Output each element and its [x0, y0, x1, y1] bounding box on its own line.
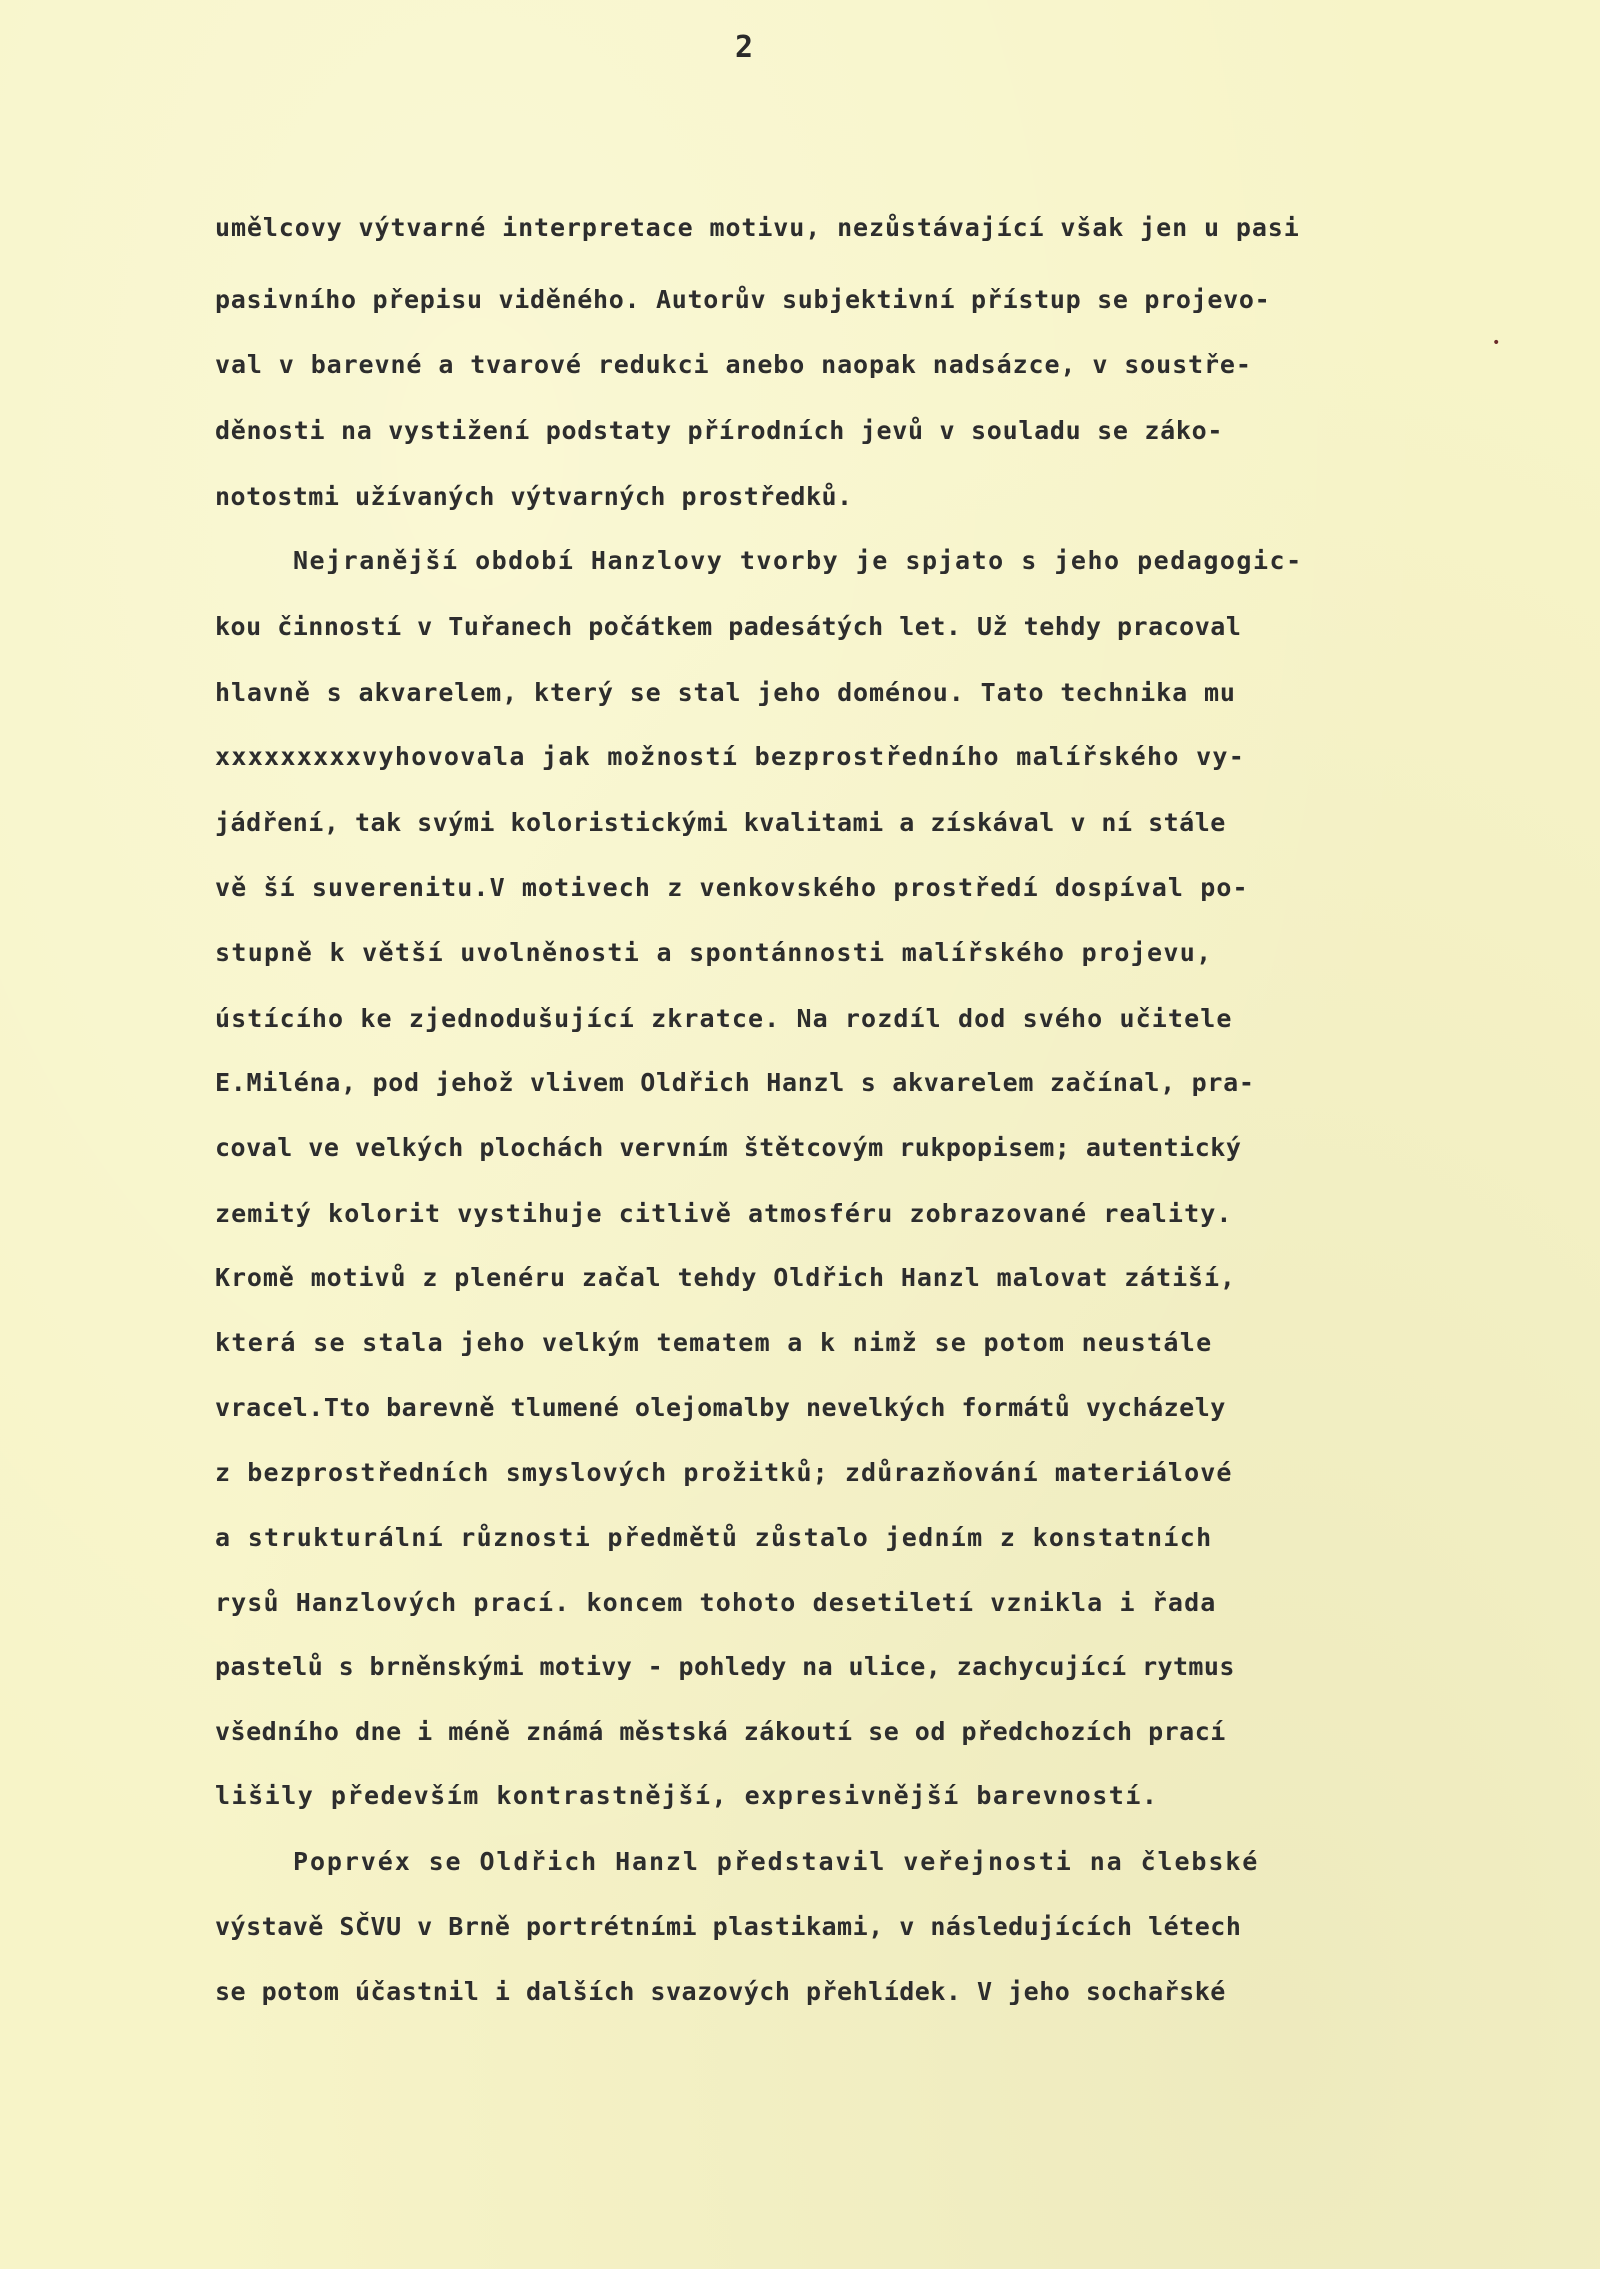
text-line: E.Miléna, pod jehož vlivem Oldřich Hanzl s akvarelem začínal, pra- — [215, 1068, 1255, 1097]
text-line: lišily především kontrastnější, expresivnější barevností. — [215, 1781, 1159, 1810]
ink-mark: • — [1492, 335, 1501, 351]
text-line: pastelů s brněnskými motivy - pohledy na ulice, zachycující rytmus — [215, 1652, 1235, 1681]
text-line: pasivního přepisu viděného. Autorův subjektivní přístup se projevo- — [215, 285, 1271, 314]
text-line: coval ve velkých plochách vervním štětcovým rukpopisem; autentický — [215, 1133, 1242, 1162]
text-line: kou činností v Tuřanech počátkem padesátých let. Už tehdy pracoval — [215, 612, 1242, 641]
text-line: stupně k větší uvolněnosti a spontánnosti malířského projevu, — [215, 938, 1213, 967]
text-line: umělcovy výtvarné interpretace motivu, nezůstávající však jen u pasi — [215, 213, 1300, 242]
text-line: ústícího ke zjednodušující zkratce. Na rozdíl dod svého učitele — [215, 1004, 1233, 1033]
text-line: výstavě SČVU v Brně portrétními plastikami, v následujících létech — [215, 1912, 1242, 1941]
text-line: rysů Hanzlových prací. koncem tohoto desetiletí vznikla i řada — [215, 1588, 1217, 1617]
text-line: notostmi užívaných výtvarných prostředků. — [215, 482, 853, 511]
text-line: se potom účastnil i dalších svazových přehlídek. V jeho sochařské — [215, 1977, 1226, 2006]
text-line: zemitý kolorit vystihuje citlivě atmosféru zobrazované reality. — [215, 1199, 1233, 1228]
text-line: vě ší suverenitu.V motivech z venkovského prostředí dospíval po- — [215, 873, 1249, 902]
text-line: všedního dne i méně známá městská zákoutí se od předchozích prací — [215, 1717, 1226, 1746]
text-line: Kromě motivů z plenéru začal tehdy Oldřich Hanzl malovat zátiší, — [215, 1263, 1236, 1292]
text-line: hlavně s akvarelem, který se stal jeho doménou. Tato technika mu — [215, 678, 1236, 707]
text-line: Poprvéx se Oldřich Hanzl představil veřejnosti na člebské — [293, 1847, 1260, 1876]
text-line: děnosti na vystižení podstaty přírodních jevů v souladu se záko- — [215, 416, 1224, 445]
text-line: jádření, tak svými koloristickými kvalitami a získával v ní stále — [215, 808, 1226, 837]
text-line: Nejranější období Hanzlovy tvorby je spjato s jeho pedagogic- — [293, 546, 1303, 575]
text-line: která se stala jeho velkým tematem a k nimž se potom neustále — [215, 1328, 1213, 1357]
text-line: val v barevné a tvarové redukci anebo naopak nadsázce, v soustře- — [215, 350, 1252, 379]
page-number: 2 — [734, 30, 754, 65]
text-line: z bezprostředních smyslových prožitků; zdůrazňování materiálové — [215, 1458, 1233, 1487]
text-line: vracel.Tto barevně tlumené olejomalby nevelkých formátů vycházely — [215, 1393, 1226, 1422]
text-line: a strukturální různosti předmětů zůstalo jedním z konstatních — [215, 1523, 1213, 1552]
text-line: xxxxxxxxxvyhovovala jak možností bezprostředního malířského vy- — [215, 742, 1246, 771]
